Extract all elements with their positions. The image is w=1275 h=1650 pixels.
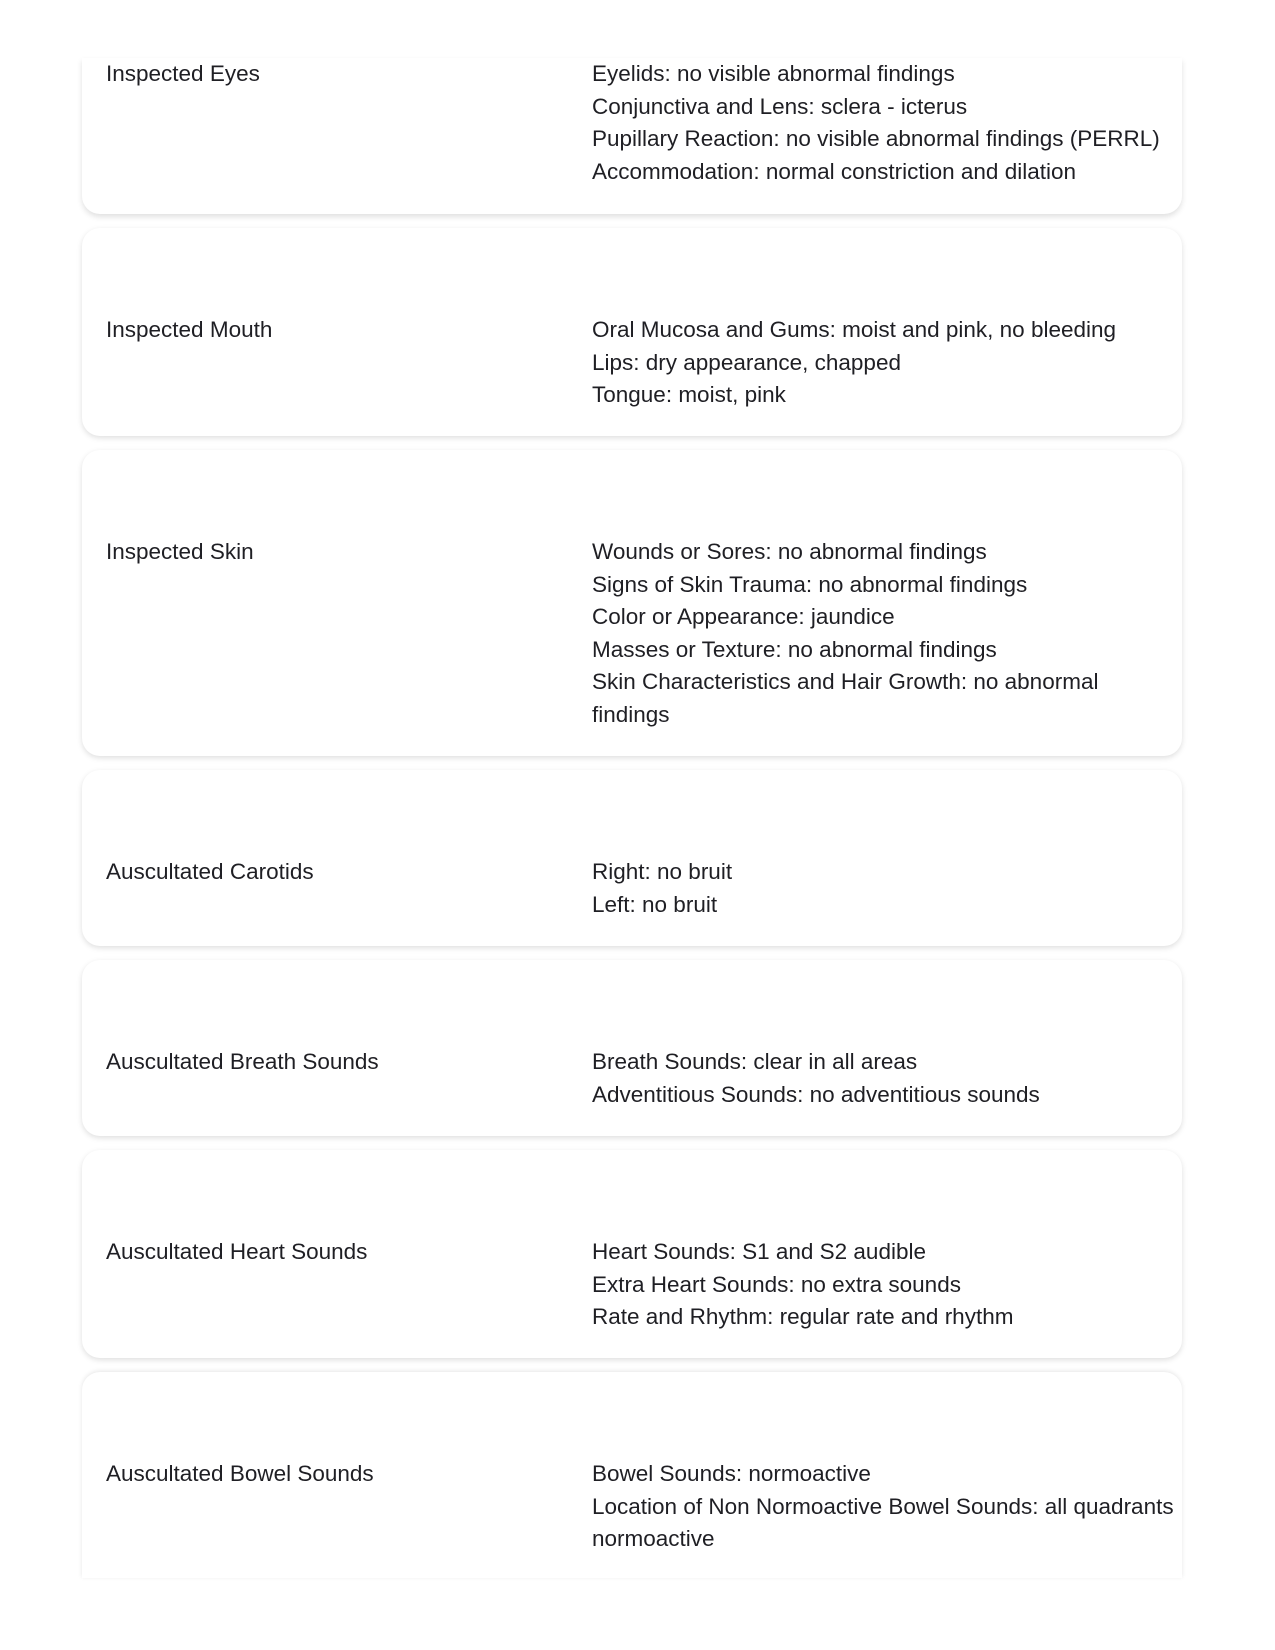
- finding-line: Left: no bruit: [592, 891, 718, 917]
- finding-line: Extra Heart Sounds: no extra sounds: [592, 1271, 961, 1297]
- exam-findings: [592, 58, 1275, 188]
- finding-line: Tongue: moist, pink: [592, 382, 786, 407]
- exam-card-bowel-sounds: [82, 1372, 1182, 1578]
- exam-label: Inspected Skin: [106, 539, 254, 564]
- finding-line: Eyelids: no visible abnormal findings: [592, 61, 955, 86]
- exam-card-mouth: [82, 228, 1182, 436]
- exam-card-heart-sounds: [82, 1150, 1182, 1358]
- exam-card-breath-sounds: [82, 960, 1182, 1136]
- exam-card-carotids: [82, 770, 1182, 946]
- finding-line: Color or Appearance: jaundice: [592, 604, 895, 629]
- exam-findings: [592, 856, 1212, 921]
- finding-line: Right: no bruit: [592, 859, 733, 884]
- finding-line: Pupillary Reaction: no visible abnormal findings (PERRL): [592, 126, 1160, 151]
- exam-label: Auscultated Breath Sounds: [106, 1049, 379, 1074]
- finding-line: Masses or Texture: no abnormal findings: [592, 636, 997, 662]
- finding-line: Skin Characteristics and Hair Growth: no abnormal findings: [592, 669, 1099, 727]
- exam-label: Auscultated Carotids: [106, 859, 314, 884]
- exam-findings: [592, 1458, 1204, 1556]
- exam-card-skin: [82, 450, 1182, 756]
- finding-line: Signs of Skin Trauma: no abnormal findings: [592, 571, 1028, 597]
- finding-line: Lips: dry appearance, chapped: [592, 349, 901, 375]
- exam-label: Inspected Eyes: [106, 61, 260, 86]
- finding-line: Rate and Rhythm: regular rate and rhythm: [592, 1304, 1014, 1329]
- finding-line: Breath Sounds: clear in all areas: [592, 1049, 918, 1074]
- finding-line: Bowel Sounds: normoactive: [592, 1461, 871, 1486]
- finding-line: Location of Non Normoactive Bowel Sounds: all quadrants normoactive: [592, 1493, 1174, 1551]
- finding-line: Accommodation: normal constriction and dilation: [592, 158, 1076, 184]
- finding-line: Oral Mucosa and Gums: moist and pink, no bleeding: [592, 317, 1117, 342]
- exam-label: Auscultated Heart Sounds: [106, 1239, 368, 1264]
- exam-label: Inspected Mouth: [106, 317, 273, 342]
- exam-findings: [592, 314, 1212, 412]
- finding-line: Heart Sounds: S1 and S2 audible: [592, 1239, 926, 1264]
- exam-card-eyes: [82, 58, 1182, 214]
- finding-line: Conjunctiva and Lens: sclera - icterus: [592, 93, 968, 119]
- exam-findings: [592, 1236, 1212, 1334]
- finding-line: Wounds or Sores: no abnormal findings: [592, 539, 987, 564]
- finding-line: Adventitious Sounds: no adventitious sounds: [592, 1081, 1040, 1107]
- exam-findings: [592, 536, 1152, 731]
- exam-findings: [592, 1046, 1212, 1111]
- exam-label: Auscultated Bowel Sounds: [106, 1461, 374, 1486]
